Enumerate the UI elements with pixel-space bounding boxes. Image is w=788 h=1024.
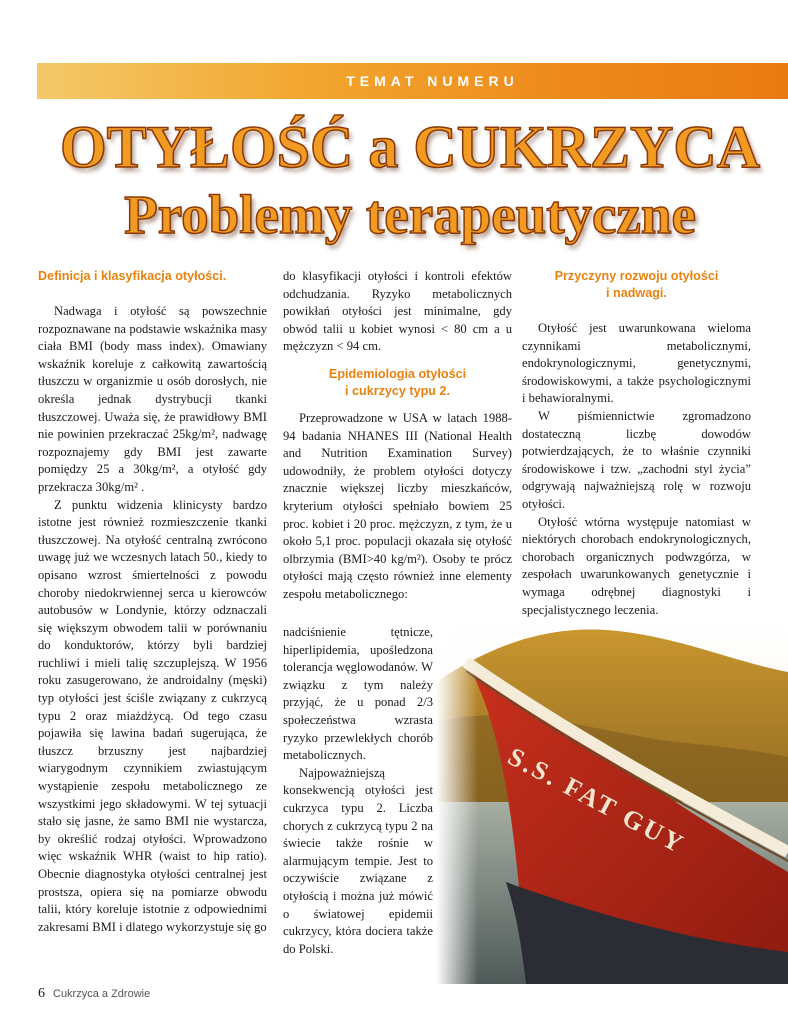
text-column-1 [38, 268, 267, 936]
paragraph: Otyłość wtórna występuje natomiast w niektórych chorobach endokrynologicznych, chorobach organicznych podwzgórza, w zespołach uwarunkowanych genetycznie i wymaga odrębnej diagnostyki i specjalistycznego leczenia. [522, 514, 751, 617]
section-banner [37, 63, 788, 99]
heading-line: Przyczyny rozwoju otyłości [554, 269, 719, 283]
heading-epidemiology [283, 366, 512, 400]
paragraph: Przeprowadzone w USA w latach 1988-94 badania NHANES III (National Health and Nutrition Examination Survey) udowodniły, że problem otyłości dotyczy znacznie większej liczby mieszkańców, kryterium otyłości spełniało bowiem 25 proc. kobiet i 20 proc. mężczyzn, z tym, że u około 5,1 proc. populacji okazała się otyłość olbrzymia (BMI>40 kg/m²). Osoby te prócz otyłości mają często również inne elementy zespołu metabolicznego: [283, 410, 512, 601]
heading-definition: Definicja i klasyfikacja otyłości. [38, 269, 227, 283]
heading-causes [522, 268, 751, 302]
paragraph: Najpoważniejszą konsekwencją otyłości jest cukrzyca typu 2. Liczba chorych z cukrzycą typu 2 na świecie także rośnie w alarmującym tempie. Jest to oczywiście związane z otyłością i można już mówić o światowej epidemii cukrzycy, która dociera także do Polski. [283, 765, 433, 956]
paragraph: Nadwaga i otyłość są powszechnie rozpoznawane na podstawie wskaźnika masy ciała BMI (body mass index). Omawiany wskaźnik koreluje z całkowitą zawartością tłuszczu w organizmie u osób dorosłych, nie określa jednak dystrybucji tkanki tłuszczowej. Uważa się, że prawidłowy BMI nie powinien przekraczać 25kg/m², nadwagę rozpoznajemy gdy BMI jest zawarte pomiędzy 25 a 30kg/m², a otyłość gdy przekracza 30kg/m² . [38, 304, 267, 494]
page-number: 6 [38, 986, 45, 1001]
paragraph: nadciśnienie tętnicze, hiperlipidemia, upośledzona tolerancja węglowodanów. W związku z tym należy przyjąć, że u ponad 2/3 społeczeństwa wzrasta ryzyko przewlekłych chorób metabolicznych. [283, 625, 433, 763]
boat-photo [436, 622, 788, 984]
text-column-2 [283, 268, 512, 604]
paragraph: do klasyfikacji otyłości i kontroli efektów odchudzania. Ryzyko metabolicznych powikłań otyłości jest minimalne, gdy obwód talii u kobiet wynosi < 80 cm a u mężczyzn < 94 cm. [283, 269, 512, 354]
heading-line: i cukrzycy typu 2. [345, 383, 450, 398]
boat-illustration [436, 622, 788, 984]
paragraph: Z punktu widzenia klinicysty bardzo istotne jest również rozmieszczenie tkanki tłuszczowej. Na otyłość centralną zwrócono uwagę już we wczesnych latach 50., kiedy to opisano wzrost śmiertelności z powodu choroby niedokrwiennej serca u kierowców autobusów w Londynie, którzy odznaczali się większym obwodem talii w porównaniu do konduktorów, którzy byli bardziej ruchliwi i mieli talię szczuplejszą. W 1956 roku zasugerowano, że androidalny (męski) typ otyłości jest ściśle związany z cukrzycą typu 2 oraz miażdżycą. Od tego czasu pojawiła się lawina badań sugerująca, że tłuszcz brzuszny jest najbardziej wiarygodnym czynnikiem zwiastującym wystąpienie zespołu metabolicznego ze wszystkimi jego składowymi. W tej sytuacji stało się jasne, że samo BMI nie wystarcza, by określić rodzaj otyłości. Wprowadzono więc wskaźnik WHR (waist to hip ratio). Obecnie diagnostyka otyłości centralnej jest prostsza, opiera się na pomiarze obwodu talii, który koreluje istotnie z odpowiednimi zakresami BMI i dlatego wykorzystuje się go [38, 497, 267, 934]
magazine-name: Cukrzyca a Zdrowie [53, 988, 151, 1000]
heading-line: Epidemiologia otyłości [328, 366, 467, 381]
text-column-2-narrow [283, 624, 433, 958]
article-subtitle: Problemy terapeutyczne [124, 184, 696, 245]
paragraph: Otyłość jest uwarunkowana wieloma czynnikami metabolicznymi, endokrynologicznymi, genetycznymi, środowiskowymi, a także psychologicznymi i behawioralnymi. [522, 321, 751, 406]
heading-line: i nadwagi. [606, 286, 667, 300]
page-footer [38, 986, 150, 1004]
section-label: TEMAT NUMERU [346, 73, 519, 89]
paragraph: W piśmiennictwie zgromadzono dostateczną liczbę dowodów potwierdzających, że to właśnie czynniki środowiskowe i tzw. „zachodni styl życia” odgrywają najważniejszą rolę w rozwoju otyłości. [522, 408, 751, 511]
article-title: OTYŁOŚĆ a CUKRZYCA [59, 114, 761, 180]
text-column-3 [522, 268, 751, 619]
